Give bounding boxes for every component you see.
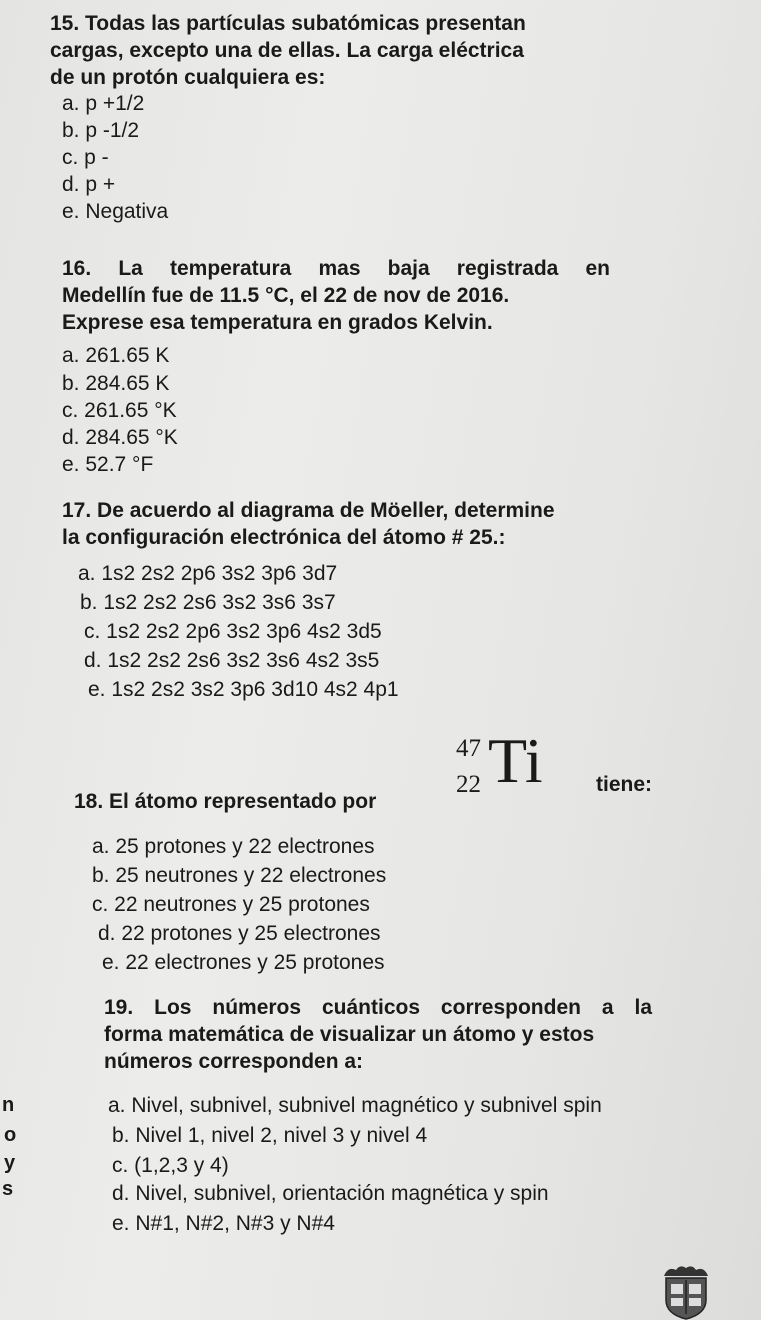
question-15-stem: [50, 10, 598, 91]
question-16-option-c: c. 261.65 °K: [62, 399, 177, 422]
question-18-option-a: a. 25 protones y 22 electrones: [92, 835, 375, 858]
question-16-line-1: 16. La temperatura mas baja registrada en: [62, 257, 610, 280]
question-19-line-2: forma matemática de visualizar un átomo y estos: [104, 1023, 595, 1046]
question-15-option-d: d. p +: [62, 173, 116, 196]
question-17-option-e: e. 1s2 2s2 3s2 3p6 3d10 4s2 4p1: [88, 678, 399, 701]
question-18-option-c: c. 22 neutrones y 25 protones: [92, 893, 370, 916]
question-17-line-2: la configuración electrónica del átomo # 25.:: [62, 526, 506, 549]
question-19-line-1: 19. Los números cuánticos corresponden a la: [104, 996, 652, 1019]
question-19-option-d: d. Nivel, subnivel, orientación magnética y spin: [112, 1182, 549, 1205]
question-19-option-c: c. (1,2,3 y 4): [112, 1154, 229, 1177]
question-15-option-b: b. p -1/2: [62, 119, 140, 142]
question-16-line-3: Exprese esa temperatura en grados Kelvin.: [62, 311, 493, 334]
question-19-stem: [104, 994, 652, 1075]
question-17-line-1: 17. De acuerdo al diagrama de Möeller, determine: [62, 499, 555, 522]
question-17-option-a: a. 1s2 2s2 2p6 3s2 3p6 3d7: [78, 562, 338, 585]
question-16-line-2: Medellín fue de 11.5 °C, el 22 de nov de 2016.: [62, 284, 510, 307]
margin-letter-n: n: [2, 1094, 15, 1116]
isotope-atomic-number: 22: [456, 771, 481, 798]
question-19-line-3: números corresponden a:: [104, 1050, 364, 1073]
question-16-option-e: e. 52.7 °F: [62, 453, 154, 476]
question-15-option-e: e. Negativa: [62, 200, 169, 223]
question-19-option-a: a. Nivel, subnivel, subnivel magnético y subnivel spin: [108, 1094, 602, 1117]
question-17-option-d: d. 1s2 2s2 2s6 3s2 3s6 4s2 3s5: [84, 649, 380, 672]
question-17-option-c: c. 1s2 2s2 2p6 3s2 3p6 4s2 3d5: [84, 620, 382, 643]
question-18-stem: 18. El átomo representado por: [74, 790, 377, 813]
question-16-option-b: b. 284.65 K: [62, 372, 170, 395]
question-18-option-d: d. 22 protones y 25 electrones: [98, 922, 381, 945]
question-15-line-3: de un protón cualquiera es:: [50, 66, 326, 89]
school-crest-icon: [658, 1262, 714, 1320]
isotope-symbol: Ti: [488, 725, 543, 796]
question-16-option-d: d. 284.65 °K: [62, 426, 178, 449]
question-18-option-b: b. 25 neutrones y 22 electrones: [92, 864, 387, 887]
question-15-line-1: 15. Todas las partículas subatómicas presentan: [50, 12, 526, 35]
question-16-option-a: a. 261.65 K: [62, 344, 170, 367]
margin-letter-y: y: [4, 1152, 16, 1174]
question-16-stem: [62, 255, 610, 336]
question-17-option-b: b. 1s2 2s2 2s6 3s2 3s6 3s7: [80, 591, 336, 614]
question-17-stem: [62, 497, 642, 551]
isotope-notation: [450, 725, 580, 805]
question-19-option-e: e. N#1, N#2, N#3 y N#4: [112, 1212, 335, 1235]
margin-letter-s: s: [2, 1178, 14, 1200]
question-19-option-b: b. Nivel 1, nivel 2, nivel 3 y nivel 4: [112, 1124, 428, 1147]
question-15-option-a: a. p +1/2: [62, 92, 145, 115]
margin-letter-o: o: [4, 1124, 17, 1146]
question-18-option-e: e. 22 electrones y 25 protones: [102, 951, 385, 974]
question-15-line-2: cargas, excepto una de ellas. La carga eléctrica: [50, 39, 524, 62]
question-15-option-c: c. p -: [62, 146, 109, 169]
isotope-mass-number: 47: [456, 735, 481, 762]
question-18-suffix: tiene:: [596, 773, 653, 796]
